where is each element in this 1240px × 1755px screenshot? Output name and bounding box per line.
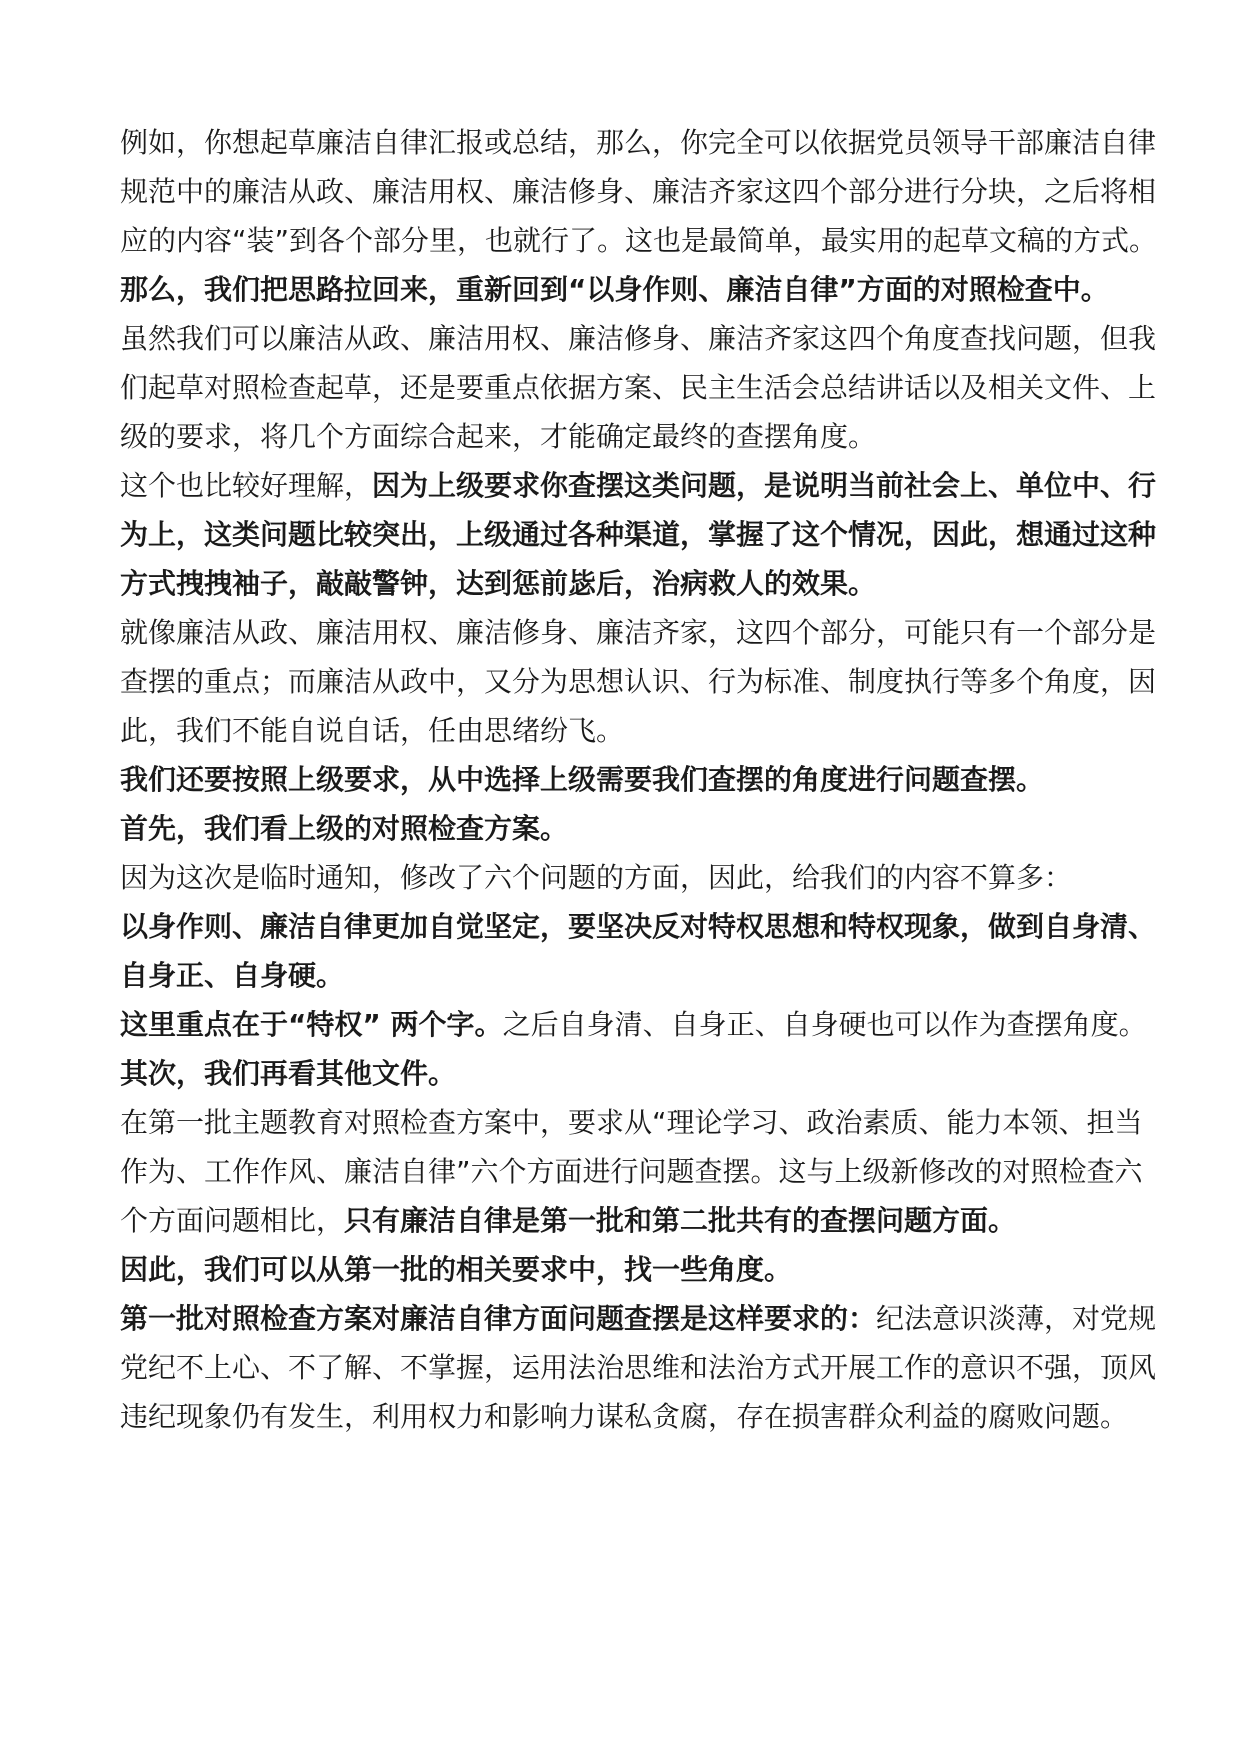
paragraph-5	[120, 608, 1160, 755]
paragraph-10-normal: 之后自身清、自身正、自身硬也可以作为查摆角度。	[502, 1008, 1147, 1041]
paragraph-8	[120, 853, 1160, 902]
paragraph-9-text: 以身作则、廉洁自律更加自觉坚定，要坚决反对特权思想和特权现象，做到自身清、自身正、自身硬。	[120, 910, 1157, 992]
paragraph-7-text: 首先，我们看上级的对照检查方案。	[120, 812, 569, 845]
paragraph-11	[120, 1049, 1160, 1098]
paragraph-4-bold: 因为上级要求你查摆这类问题，是说明当前社会上、单位中、行为上，这类问题比较突出，上级通过各种渠道，掌握了这个情况，因此，想通过这种方式拽拽袖子，敲敲警钟，达到惩前毖后，治病救人的效果。	[120, 469, 1157, 600]
paragraph-12	[120, 1098, 1160, 1245]
paragraph-11-text: 其次，我们再看其他文件。	[120, 1057, 457, 1090]
document-page	[120, 118, 1160, 1441]
paragraph-9	[120, 902, 1160, 1000]
paragraph-6	[120, 755, 1160, 804]
paragraph-5-text: 就像廉洁从政、廉洁用权、廉洁修身、廉洁齐家，这四个部分，可能只有一个部分是查摆的重点；而廉洁从政中，又分为思想认识、行为标准、制度执行等多个角度，因此，我们不能自说自话，任由思绪纷飞。	[120, 616, 1157, 747]
paragraph-3	[120, 314, 1160, 461]
paragraph-1-text: 例如，你想起草廉洁自律汇报或总结，那么，你完全可以依据党员领导干部廉洁自律规范中的廉洁从政、廉洁用权、廉洁修身、廉洁齐家这四个部分进行分块，之后将相应的内容“装”到各个部分里，也就行了。这也是最简单，最实用的起草文稿的方式。	[120, 126, 1158, 257]
paragraph-13	[120, 1245, 1160, 1294]
paragraph-12-bold: 只有廉洁自律是第一批和第二批共有的查摆问题方面。	[344, 1204, 1017, 1237]
paragraph-7	[120, 804, 1160, 853]
paragraph-1	[120, 118, 1160, 265]
paragraph-3-text: 虽然我们可以廉洁从政、廉洁用权、廉洁修身、廉洁齐家这四个角度查找问题，但我们起草对照检查起草，还是要重点依据方案、民主生活会总结讲话以及相关文件、上级的要求，将几个方面综合起来，才能确定最终的查摆角度。	[120, 322, 1157, 453]
paragraph-14-normal: 纪法意识淡薄，对党规党纪不上心、不了解、不掌握，运用法治思维和法治方式开展工作的意识不强，顶风违纪现象仍有发生，利用权力和影响力谋私贪腐，存在损害群众利益的腐败问题。	[120, 1302, 1157, 1433]
paragraph-12-normal: 在第一批主题教育对照检查方案中，要求从“理论学习、政治素质、能力本领、担当作为、工作作风、廉洁自律”六个方面进行问题查摆。这与上级新修改的对照检查六个方面问题相比，	[120, 1106, 1143, 1237]
paragraph-4	[120, 461, 1160, 608]
paragraph-2	[120, 265, 1160, 314]
paragraph-14	[120, 1294, 1160, 1441]
paragraph-10	[120, 1000, 1160, 1049]
paragraph-2-text: 那么，我们把思路拉回来，重新回到“以身作则、廉洁自律”方面的对照检查中。	[120, 273, 1109, 306]
paragraph-14-bold: 第一批对照检查方案对廉洁自律方面问题查摆是这样要求的：	[120, 1302, 877, 1335]
paragraph-8-text: 因为这次是临时通知，修改了六个问题的方面，因此，给我们的内容不算多：	[120, 861, 1073, 894]
paragraph-13-text: 因此，我们可以从第一批的相关要求中，找一些角度。	[120, 1253, 793, 1286]
paragraph-10-bold: 这里重点在于“特权” 两个字。	[120, 1008, 503, 1041]
paragraph-4-normal: 这个也比较好理解，	[120, 469, 373, 502]
paragraph-6-text: 我们还要按照上级要求，从中选择上级需要我们查摆的角度进行问题查摆。	[120, 763, 1045, 796]
